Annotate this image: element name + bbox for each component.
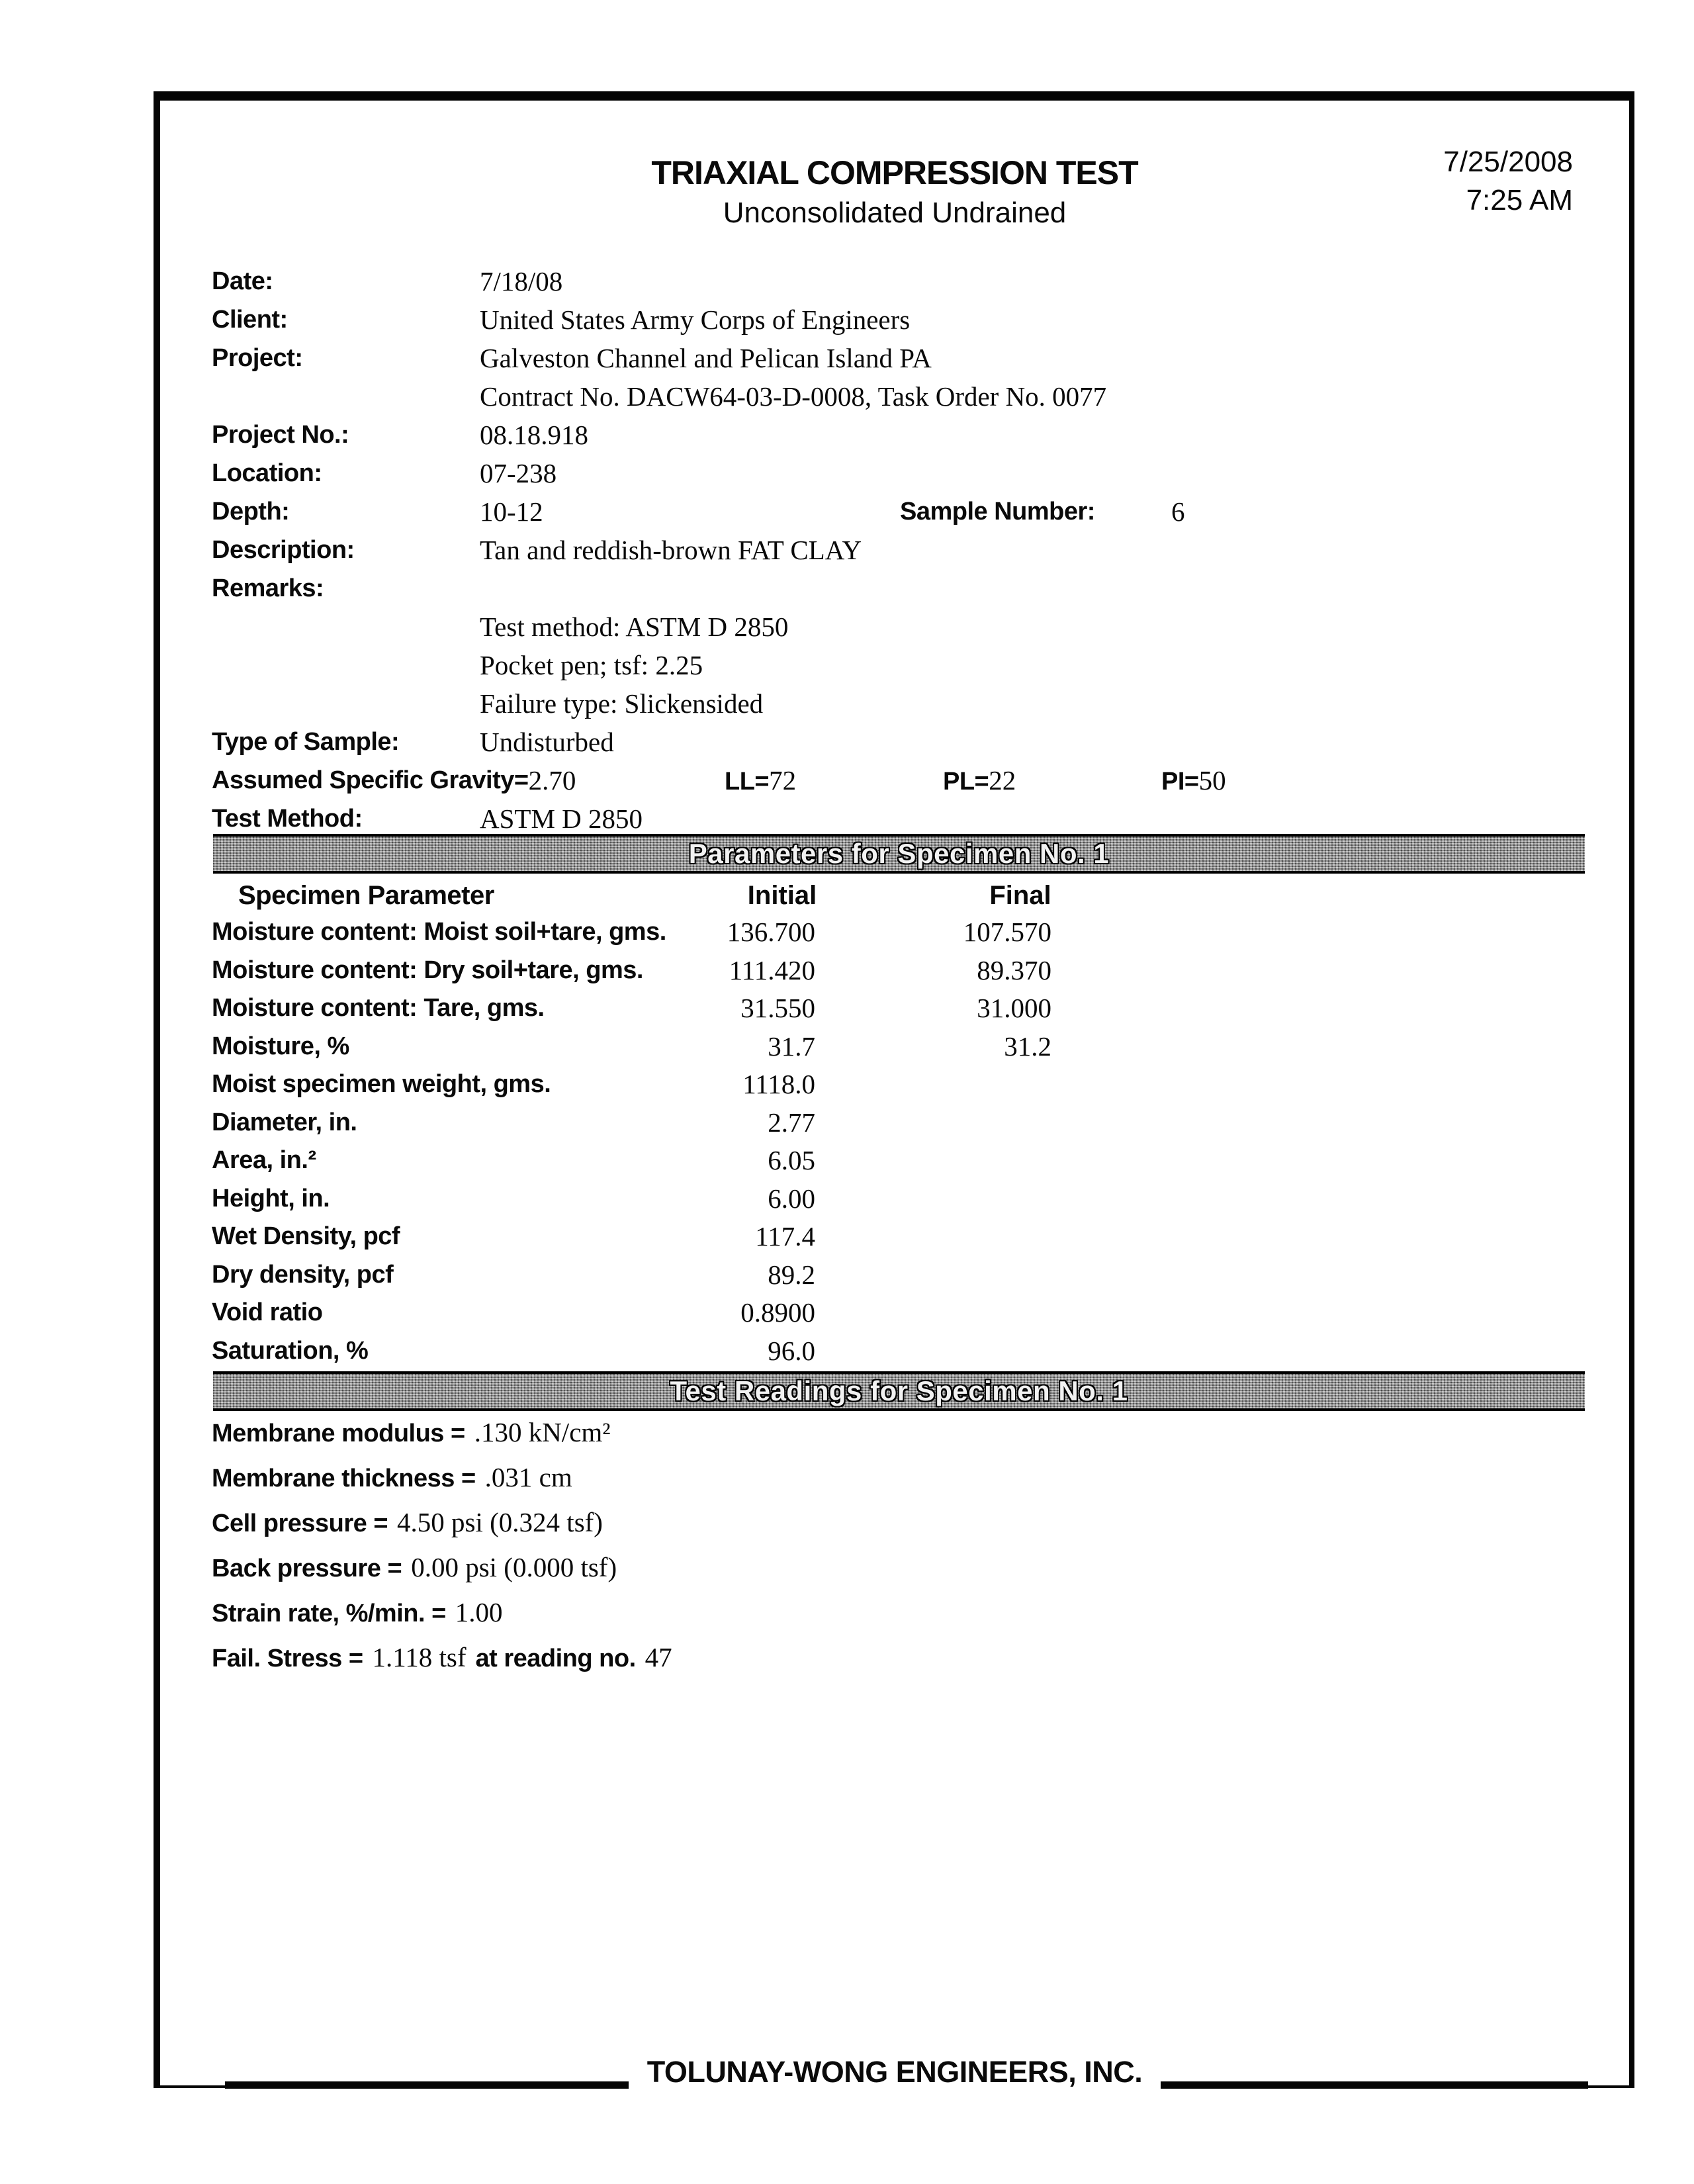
table-row: Void ratio 0.8900: [212, 1297, 815, 1328]
table-row: Moisture, % 31.7 31.2: [212, 1030, 1051, 1062]
reading-fail-stress: Fail. Stress = 1.118 tsf at reading no. 47: [212, 1642, 672, 1672]
project-value-line2: Contract No. DACW64-03-D-0008, Task Order No. 0077: [480, 381, 1107, 412]
depth-label: Depth:: [212, 498, 290, 525]
test-readings-banner-text: Test Readings for Specimen No. 1: [670, 1375, 1128, 1406]
page-title: TRIAXIAL COMPRESSION TEST: [651, 154, 1138, 191]
company-name: TOLUNAY-WONG ENGINEERS, INC.: [629, 2053, 1161, 2091]
info-row-remark-pocket-pen: [160, 646, 1629, 684]
date-label: Date:: [212, 267, 273, 295]
table-row: Saturation, % 96.0: [212, 1335, 815, 1366]
column-header-initial: Initial: [747, 881, 817, 910]
remarks-label: Remarks:: [212, 574, 324, 602]
info-row-description: [160, 531, 1629, 569]
column-header-specimen-parameter: Specimen Parameter: [238, 881, 494, 910]
parameters-table: [160, 913, 1629, 1370]
date-value: 7/18/08: [480, 266, 563, 296]
ll-value: 72: [769, 765, 797, 796]
type-of-sample-value: Undisturbed: [480, 727, 614, 757]
sample-number-label: Sample Number:: [900, 498, 1095, 525]
info-row-project-no: [160, 416, 1629, 454]
client-value: United States Army Corps of Engineers: [480, 304, 911, 335]
page-footer: [160, 2053, 1629, 2113]
reading-membrane-modulus: Membrane modulus = .130 kN/cm²: [212, 1417, 611, 1447]
parameters-banner-text: Parameters for Specimen No. 1: [688, 838, 1110, 869]
pi-value: 50: [1198, 765, 1226, 796]
specific-gravity-label: Assumed Specific Gravity=: [212, 766, 529, 794]
location-value: 07-238: [480, 458, 557, 488]
test-readings-section-banner: [213, 1371, 1585, 1411]
specific-gravity-value: 2.70: [528, 765, 576, 796]
depth-value: 10-12: [480, 496, 543, 527]
ll-label: LL=: [725, 768, 770, 796]
table-row: Moisture content: Tare, gms. 31.550 31.000: [212, 993, 1051, 1023]
table-row: Height, in. 6.00: [212, 1183, 815, 1214]
page-subtitle: Unconsolidated Undrained: [723, 197, 1067, 229]
table-row: Area, in.² 6.05: [212, 1145, 815, 1175]
project-value-line1: Galveston Channel and Pelican Island PA: [480, 343, 932, 373]
info-row-location: [160, 454, 1629, 492]
info-row-contract: [160, 377, 1629, 416]
print-date: 7/25/2008: [1443, 146, 1573, 178]
project-label: Project:: [212, 344, 303, 372]
type-of-sample-label: Type of Sample:: [212, 728, 400, 756]
table-row: Moisture content: Dry soil+tare, gms. 111.420 89.370: [212, 954, 1051, 985]
table-row: Dry density, pcf 89.2: [212, 1259, 815, 1290]
reading-strain-rate: Strain rate, %/min. = 1.00: [212, 1597, 503, 1627]
test-method-value: ASTM D 2850: [480, 803, 643, 834]
info-row-date: [160, 262, 1629, 300]
print-datetime: [1443, 143, 1573, 220]
column-header-final: Final: [989, 881, 1051, 910]
info-row-remark-failure-type: [160, 684, 1629, 723]
info-row-specific-gravity: [160, 761, 1629, 799]
reading-membrane-thickness: Membrane thickness = .031 cm: [212, 1462, 572, 1492]
sample-number-value: 6: [1171, 496, 1185, 527]
print-time: 7:25 AM: [1466, 184, 1573, 216]
pl-label: PL=: [943, 768, 989, 796]
test-readings-block: [160, 1413, 1629, 1683]
location-label: Location:: [212, 459, 322, 487]
description-label: Description:: [212, 536, 355, 564]
table-row: Moist specimen weight, gms. 1118.0: [212, 1069, 815, 1099]
parameters-section-banner: [213, 834, 1585, 874]
reading-cell-pressure: Cell pressure = 4.50 psi (0.324 tsf): [212, 1507, 603, 1537]
page-border-frame: [154, 91, 1634, 2088]
info-row-remark-test-method: [160, 608, 1629, 646]
description-value: Tan and reddish-brown FAT CLAY: [480, 535, 862, 565]
remark-failure-type: Failure type: Slickensided: [480, 688, 764, 719]
table-row: Diameter, in. 2.77: [212, 1107, 815, 1138]
table-row: Wet Density, pcf 117.4: [212, 1221, 815, 1251]
table-row: Moisture content: Moist soil+tare, gms. 136.700 107.570: [212, 917, 1051, 947]
info-row-depth: [160, 492, 1629, 531]
reading-back-pressure: Back pressure = 0.00 psi (0.000 tsf): [212, 1552, 617, 1582]
info-row-type-of-sample: [160, 723, 1629, 761]
info-row-project: [160, 339, 1629, 377]
info-row-remarks: [160, 569, 1629, 608]
remark-test-method: Test method: ASTM D 2850: [480, 612, 789, 642]
info-row-test-method: [160, 799, 1629, 838]
pl-value: 22: [989, 765, 1016, 796]
project-no-value: 08.18.918: [480, 420, 588, 450]
project-no-label: Project No.:: [212, 421, 349, 449]
pi-label: PI=: [1161, 768, 1199, 796]
sample-info-block: [160, 262, 1629, 838]
remark-pocket-pen: Pocket pen; tsf: 2.25: [480, 650, 703, 680]
info-row-client: [160, 300, 1629, 339]
test-method-label: Test Method:: [212, 805, 363, 833]
client-label: Client:: [212, 306, 288, 334]
